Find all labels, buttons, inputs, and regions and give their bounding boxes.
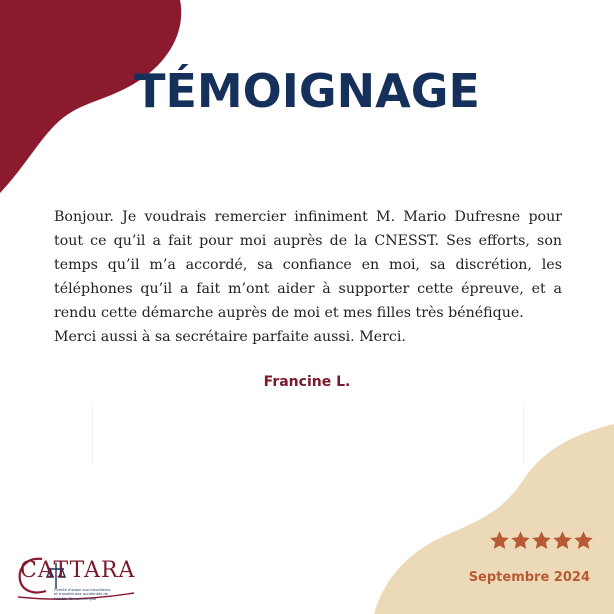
faint-card-outline	[92, 405, 524, 465]
star-icon	[510, 530, 531, 551]
star-icon	[573, 530, 594, 551]
logo-subtitle: Comité d'appui aux travailleurs et travailleuses accidentés de l'Abitibi-Témiscamingue	[54, 588, 111, 601]
page-title: TÉMOIGNAGE	[134, 64, 480, 118]
star-icon	[489, 530, 510, 551]
testimonial-paragraph-2: Merci aussi à sa secrétaire parfaite aussi. Merci.	[54, 329, 406, 345]
star-icon	[531, 530, 552, 551]
star-rating	[489, 530, 594, 551]
star-icon	[552, 530, 573, 551]
logo-wordmark: CATTARA	[20, 558, 136, 583]
testimonial-author: Francine L.	[263, 374, 351, 390]
testimonial-paragraph-1: Bonjour. Je voudrais remercier infiniment M. Mario Dufresne pour tout ce qu’il a fait pour moi auprès de la CNESST. Ses efforts, son temps qu’il m’a accordé, sa confiance en moi, sa discrétion, les téléphones qu’il a fait m’ont aider à supporter cette épreuve, et a rendu cette démarche auprès de moi et mes filles très bénéfique.	[54, 209, 562, 321]
testimonial-date: Septembre 2024	[468, 570, 590, 585]
testimonial-text	[54, 205, 562, 349]
